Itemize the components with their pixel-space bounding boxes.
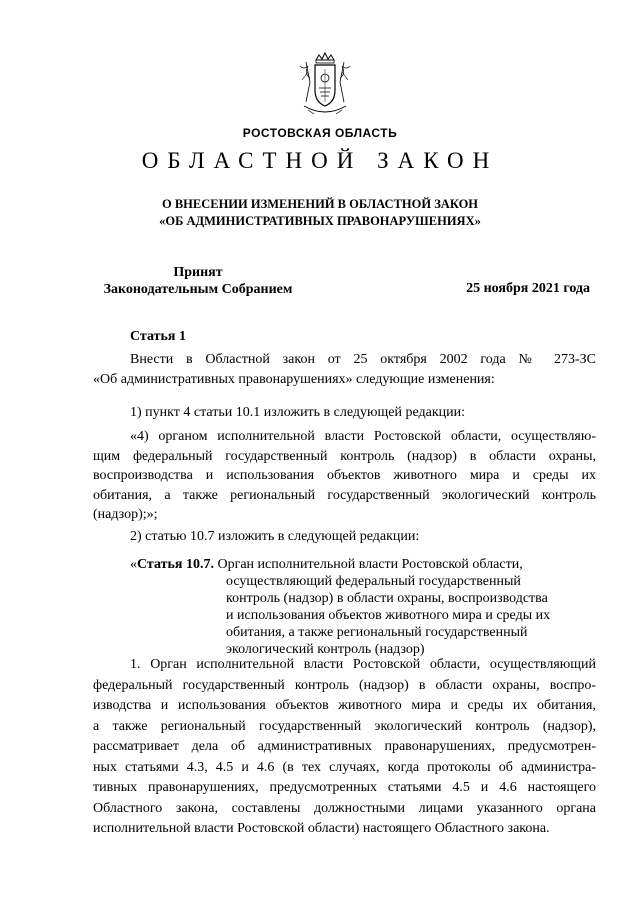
document-type: ОБЛАСТНОЙ ЗАКОН <box>141 148 499 173</box>
text-line: обитания, а также региональный государственный <box>226 625 528 640</box>
adopted-label: Принят <box>173 265 223 280</box>
text-line: «Об административных правонарушениях» следующие изменения: <box>93 371 495 387</box>
text-line: Орган исполнительной власти Ростовской области, <box>217 557 523 572</box>
text-line: щим федеральный государственный контроль (надзор) в области охраны, <box>93 448 596 464</box>
law-title-line: «ОБ АДМИНИСТРАТИВНЫХ ПРАВОНАРУШЕНИЯХ» <box>159 214 481 228</box>
text-line: Областного закона, составлены должностными лицами указанного органа <box>93 800 596 816</box>
item-2 <box>93 527 596 547</box>
text-line: осуществляющий федеральный государственный <box>226 574 521 589</box>
text-line: и использования объектов животного мира и среды их <box>226 608 551 623</box>
intro-paragraph <box>93 350 596 389</box>
law-title <box>0 196 640 230</box>
text-line: Внести в Областной закон от 25 октября 2002 года № 273-ЗС <box>130 352 596 367</box>
text-line: воспроизводства и использования объектов животного мира и среды их <box>93 468 596 483</box>
text-line: экологический контроль (надзор) <box>226 642 425 657</box>
quote-mark: « <box>130 557 137 572</box>
adopted-by: Законодательным Собранием <box>103 282 293 297</box>
region-name: РОСТОВСКАЯ ОБЛАСТЬ <box>242 126 398 140</box>
text-line: контроль (надзор) в области охраны, воспроизводства <box>226 591 548 606</box>
article-10-7-label: Статья 10.7. <box>137 557 214 572</box>
adoption-date: 25 ноября 2021 года <box>466 281 590 296</box>
text-line: рассматривает дела об административных правонарушениях, предусмотрен- <box>93 739 596 754</box>
text-line: 2) статью 10.7 изложить в следующей редакции: <box>130 529 420 544</box>
text-line: изводства и использования объектов животного мира и среды их обитания, <box>93 698 596 713</box>
article-heading: Статья 1 <box>130 329 186 344</box>
text-line: обитания, а также региональный государственный экологический контроль <box>93 487 596 503</box>
adoption-block <box>98 264 298 298</box>
quoted-point-4 <box>93 427 596 525</box>
text-line: 1) пункт 4 статьи 10.1 изложить в следующей редакции: <box>130 405 466 420</box>
text-line: (надзор);»; <box>93 507 158 522</box>
text-line: федеральный государственный контроль (надзор) в области охраны, воспро- <box>93 677 596 693</box>
text-line: тивных правонарушениях, предусмотренных статьями 4.5 и 4.6 настоящего <box>93 780 596 795</box>
law-title-line: О ВНЕСЕНИИ ИЗМЕНЕНИЙ В ОБЛАСТНОЙ ЗАКОН <box>161 197 479 211</box>
item-1 <box>93 403 596 423</box>
article-10-7-paragraph-1 <box>93 655 596 840</box>
text-line: исполнительной власти Ростовской области) настоящего Областного закона. <box>93 821 550 836</box>
article-10-7-first-line <box>130 556 600 573</box>
text-line: ных статьями 4.3, 4.5 и 4.6 (в тех случаях, когда протоколы об администра- <box>93 759 596 775</box>
text-line: 1. Орган исполнительной власти Ростовской области, осуществляющий <box>130 657 596 672</box>
text-line: а также региональный государственный экологический контроль (надзор), <box>93 718 596 734</box>
coat-of-arms-emblem <box>296 52 354 120</box>
article-10-7-heading <box>130 556 600 658</box>
text-line: «4) органом исполнительной власти Ростовской области, осуществляю- <box>130 429 596 444</box>
